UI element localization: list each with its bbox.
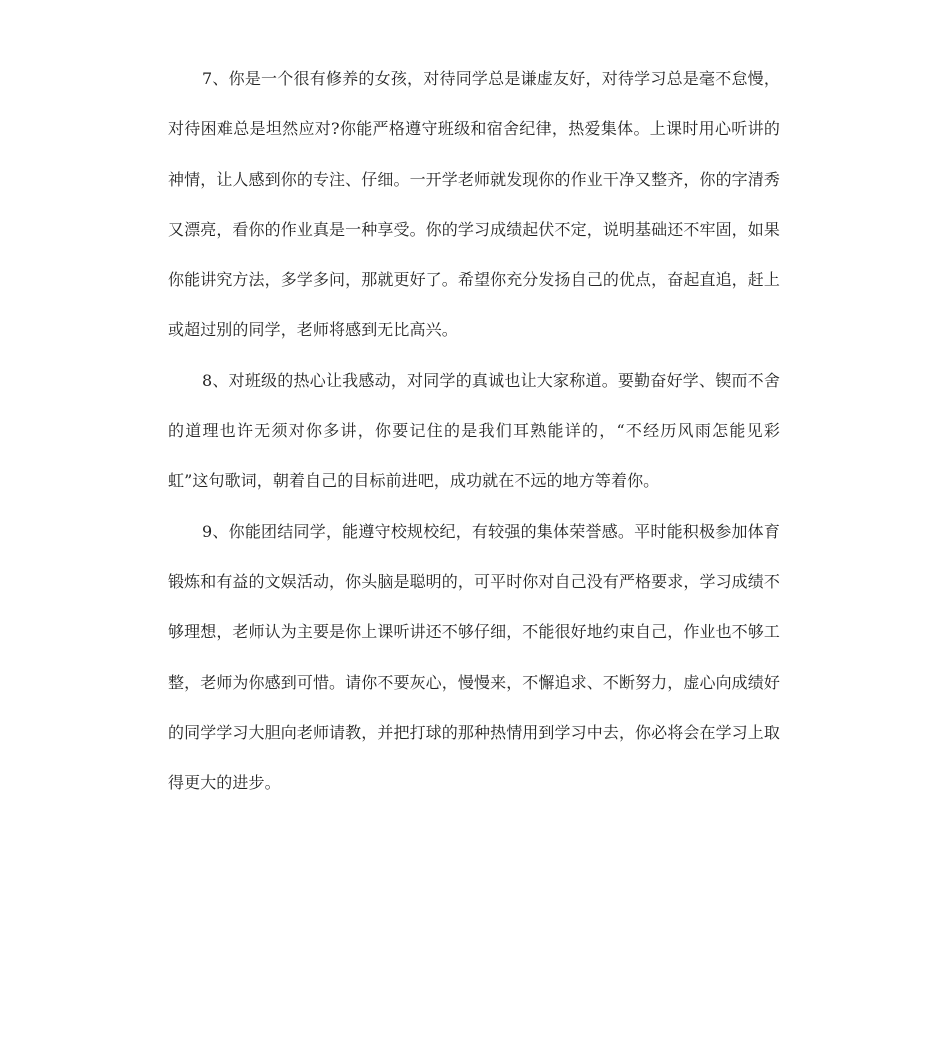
paragraph-8: 8、对班级的热心让我感动，对同学的真诚也让大家称道。要勤奋好学、锲而不舍的道理也许无须对你多讲，你要记住的是我们耳熟能详的，“不经历风雨怎能见彩虹”这句歌词，朝着自己的目标前进吧，成功就在不远的地方等着你。 [168, 370, 780, 491]
paragraph-9: 9、你能团结同学，能遵守校规校纪，有较强的集体荣誉感。平时能积极参加体育锻炼和有益的文娱活动，你头脑是聪明的，可平时你对自己没有严格要求，学习成绩不够理想，老师认为主要是你上课听讲还不够仔细，不能很好地约束自己，作业也不够工整，老师为你感到可惜。请你不要灰心，慢慢来，不懈追求、不断努力，虚心向成绩好的同学学习大胆向老师请教，并把打球的那种热情用到学习中去，你必将会在学习上取得更大的进步。 [168, 521, 780, 793]
document-body [168, 54, 780, 808]
paragraph-7: 7、你是一个很有修养的女孩，对待同学总是谦虚友好，对待学习总是毫不怠慢，对待困难总是坦然应对?你能严格遵守班级和宿舍纪律，热爱集体。上课时用心听讲的神情，让人感到你的专注、仔细。一开学老师就发现你的作业干净又整齐，你的字清秀又漂亮，看你的作业真是一种享受。你的学习成绩起伏不定，说明基础还不牢固，如果你能讲究方法，多学多问，那就更好了。希望你充分发扬自己的优点，奋起直追，赶上或超过别的同学，老师将感到无比高兴。 [168, 69, 780, 340]
